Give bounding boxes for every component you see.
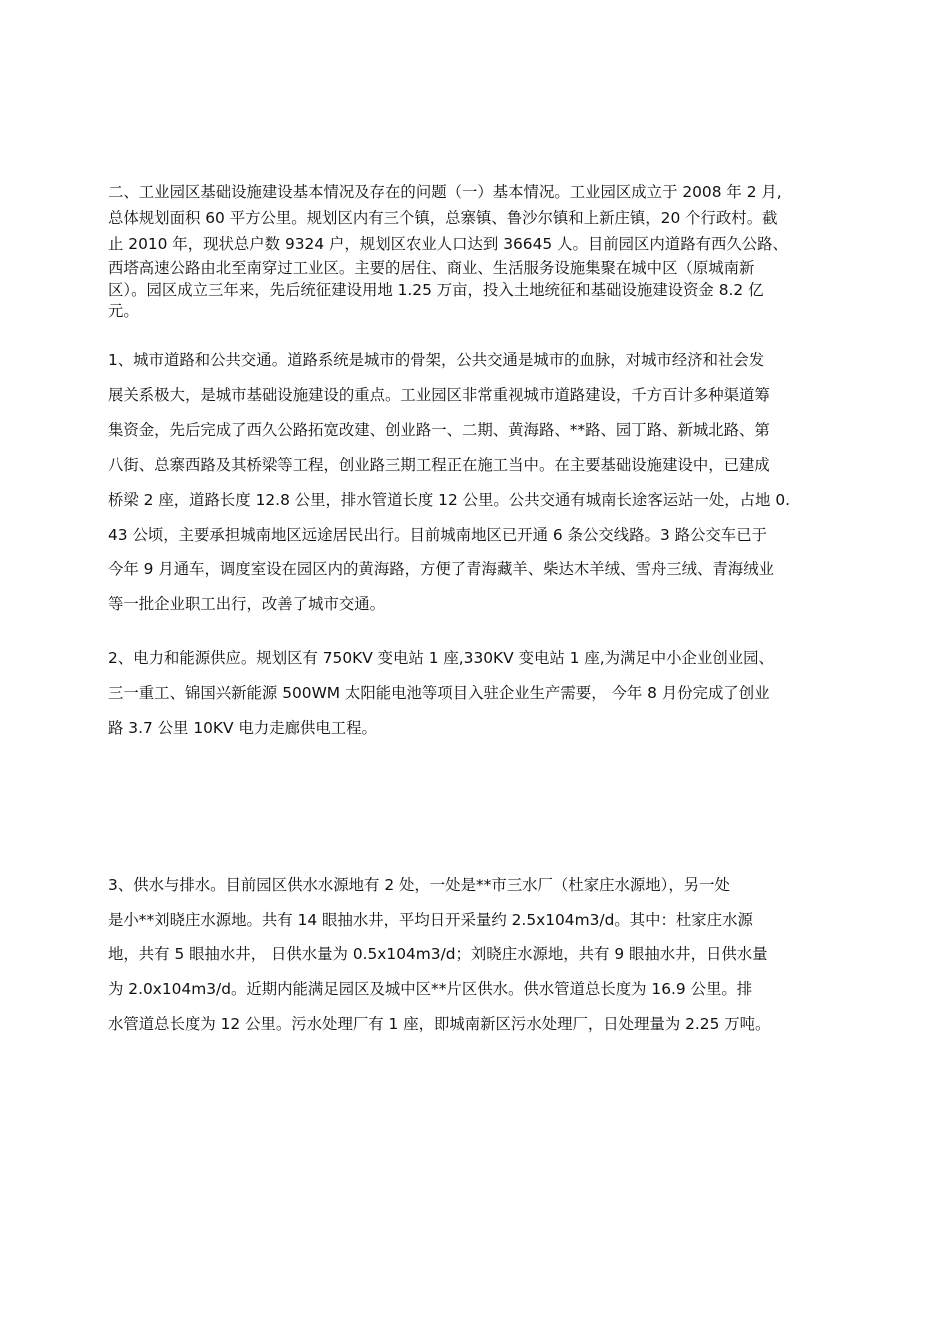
text-line: 总体规划面积 60 平方公里。规划区内有三个镇，总寨镇、鲁沙尔镇和上新庄镇，20 个行政村。截	[108, 209, 778, 227]
text-line: 等一批企业职工出行，改善了城市交通。	[108, 595, 386, 613]
text-line: 水管道总长度为 12 公里。污水处理厂有 1 座，即城南新区污水处理厂，日处理量为 2.25 万吨。	[108, 1015, 771, 1033]
text-line: 路 3.7 公里 10KV 电力走廊供电工程。	[108, 719, 377, 737]
text-line: 桥梁 2 座，道路长度 12.8 公里，排水管道长度 12 公里。公共交通有城南长途客运站一处，占地 0.	[108, 491, 791, 509]
text-line: 今年 9 月通车，调度室设在园区内的黄海路，方便了青海藏羊、柴达木羊绒、雪舟三绒、青海绒业	[108, 560, 774, 578]
text-line: 3、供水与排水。目前园区供水水源地有 2 处，一处是**市三水厂（杜家庄水源地），另一处	[108, 876, 730, 894]
text-line: 元。	[108, 302, 139, 320]
text-line: 西塔高速公路由北至南穿过工业区。主要的居住、商业、生活服务设施集聚在城中区（原城南新	[108, 259, 755, 277]
text-line: 八街、总寨西路及其桥梁等工程，创业路三期工程正在施工当中。在主要基础设施建设中，已建成	[108, 456, 770, 474]
text-line: 为 2.0x104m3/d。近期内能满足园区及城中区**片区供水。供水管道总长度为 16.9 公里。排	[108, 980, 753, 998]
text-line: 地，共有 5 眼抽水井， 日供水量为 0.5x104m3/d；刘晓庄水源地，共有 9 眼抽水井，日供水量	[108, 945, 768, 963]
text-line: 2、电力和能源供应。规划区有 750KV 变电站 1 座,330KV 变电站 1 座,为满足中小企业创业园、	[108, 649, 774, 667]
text-line: 是小**刘晓庄水源地。共有 14 眼抽水井，平均日开采量约 2.5x104m3/d。其中：杜家庄水源	[108, 911, 753, 929]
text-line: 43 公顷，主要承担城南地区远途居民出行。目前城南地区已开通 6 条公交线路。3 路公交车已于	[108, 526, 767, 544]
text-line: 展关系极大，是城市基础设施建设的重点。工业园区非常重视城市道路建设，千方百计多种渠道筹	[108, 386, 770, 404]
text-line: 集资金，先后完成了西久公路拓宽改建、创业路一、二期、黄海路、**路、园丁路、新城北路、第	[108, 421, 770, 439]
text-line: 区）。园区成立三年来，先后统征建设用地 1.25 万亩，投入土地统征和基础设施建设资金 8.2 亿	[108, 281, 764, 299]
text-line: 三一重工、锦国兴新能源 500WM 太阳能电池等项目入驻企业生产需要， 今年 8 月份完成了创业	[108, 684, 770, 702]
text-line: 1、城市道路和公共交通。道路系统是城市的骨架，公共交通是城市的血脉，对城市经济和社会发	[108, 351, 765, 369]
text-line: 止 2010 年，现状总户数 9324 户，规划区农业人口达到 36645 人。目前园区内道路有西久公路、	[108, 235, 788, 253]
text-line: 二、工业园区基础设施建设基本情况及存在的问题（一）基本情况。工业园区成立于 2008 年 2 月,	[108, 183, 782, 201]
